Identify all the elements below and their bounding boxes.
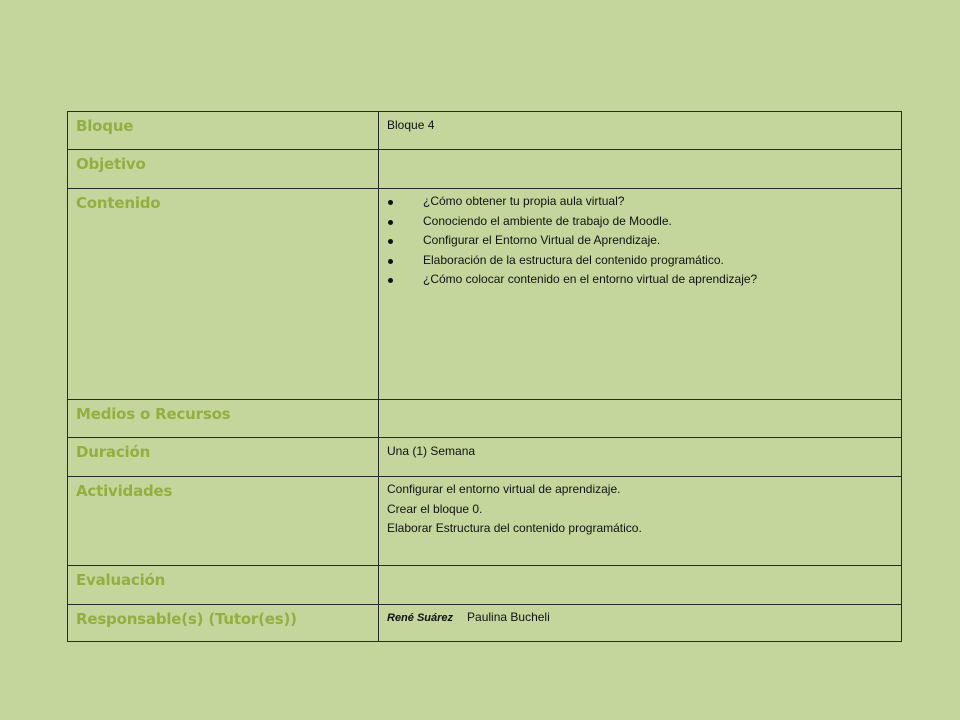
value-cell-evaluacion xyxy=(379,566,902,605)
row-objetivo xyxy=(68,150,902,189)
label-bloque: Bloque xyxy=(76,117,134,135)
actividades-lines xyxy=(379,477,901,539)
value-cell-medios xyxy=(379,400,902,438)
label-cell-contenido xyxy=(68,189,379,400)
label-responsables: Responsable(s) (Tutor(es)) xyxy=(76,610,297,628)
row-responsables xyxy=(68,605,902,642)
value-cell-actividades xyxy=(379,477,902,566)
list-item-text: Elaboración de la estructura del contenido programático. xyxy=(423,252,724,267)
row-evaluacion xyxy=(68,566,902,605)
bullet-icon xyxy=(388,200,393,205)
label-contenido: Contenido xyxy=(76,194,161,212)
label-cell-objetivo xyxy=(68,150,379,189)
label-cell-medios xyxy=(68,400,379,438)
bullet-icon xyxy=(388,278,393,283)
value-objetivo xyxy=(379,150,901,156)
row-duracion xyxy=(68,438,902,477)
planning-table xyxy=(67,111,902,642)
label-cell-actividades xyxy=(68,477,379,566)
list-item xyxy=(379,251,901,271)
label-cell-evaluacion xyxy=(68,566,379,605)
responsable-name-2: Paulina Bucheli xyxy=(467,610,550,624)
list-item xyxy=(379,270,901,290)
actividad-line: Elaborar Estructura del contenido programático. xyxy=(387,521,642,535)
value-bloque: Bloque 4 xyxy=(387,118,435,132)
bullet-icon xyxy=(388,259,393,264)
label-duracion: Duración xyxy=(76,443,151,461)
value-duracion: Una (1) Semana xyxy=(387,444,476,458)
responsable-name-1: René Suárez xyxy=(387,612,454,624)
row-bloque xyxy=(68,112,902,150)
row-actividades xyxy=(68,477,902,566)
label-evaluacion: Evaluación xyxy=(76,571,166,589)
label-actividades: Actividades xyxy=(76,482,173,500)
contenido-list xyxy=(379,189,901,290)
bullet-icon xyxy=(388,239,393,244)
responsables-line xyxy=(379,605,901,624)
actividad-line: Configurar el entorno virtual de aprendizaje. xyxy=(387,482,621,496)
value-cell-objetivo xyxy=(379,150,902,189)
actividad-line: Crear el bloque 0. xyxy=(387,501,483,516)
value-cell-duracion xyxy=(379,438,902,477)
row-contenido xyxy=(68,189,902,400)
bullet-icon xyxy=(388,220,393,225)
value-cell-bloque xyxy=(379,112,902,150)
value-medios xyxy=(379,400,901,406)
value-cell-responsables xyxy=(379,605,902,642)
list-item-text: ¿Cómo obtener tu propia aula virtual? xyxy=(423,194,625,208)
list-item xyxy=(379,192,901,212)
row-medios xyxy=(68,400,902,438)
list-item-text: Configurar el Entorno Virtual de Aprendizaje. xyxy=(423,233,661,247)
value-cell-contenido xyxy=(379,189,902,400)
label-medios: Medios o Recursos xyxy=(76,405,231,423)
label-cell-bloque xyxy=(68,112,379,150)
list-item-text: ¿Cómo colocar contenido en el entorno virtual de aprendizaje? xyxy=(423,272,758,286)
label-cell-duracion xyxy=(68,438,379,477)
list-item xyxy=(379,231,901,251)
list-item-text: Conociendo el ambiente de trabajo de Moodle. xyxy=(423,213,672,228)
label-cell-responsables xyxy=(68,605,379,642)
label-objetivo: Objetivo xyxy=(76,155,146,173)
value-evaluacion xyxy=(379,566,901,572)
list-item xyxy=(379,212,901,232)
